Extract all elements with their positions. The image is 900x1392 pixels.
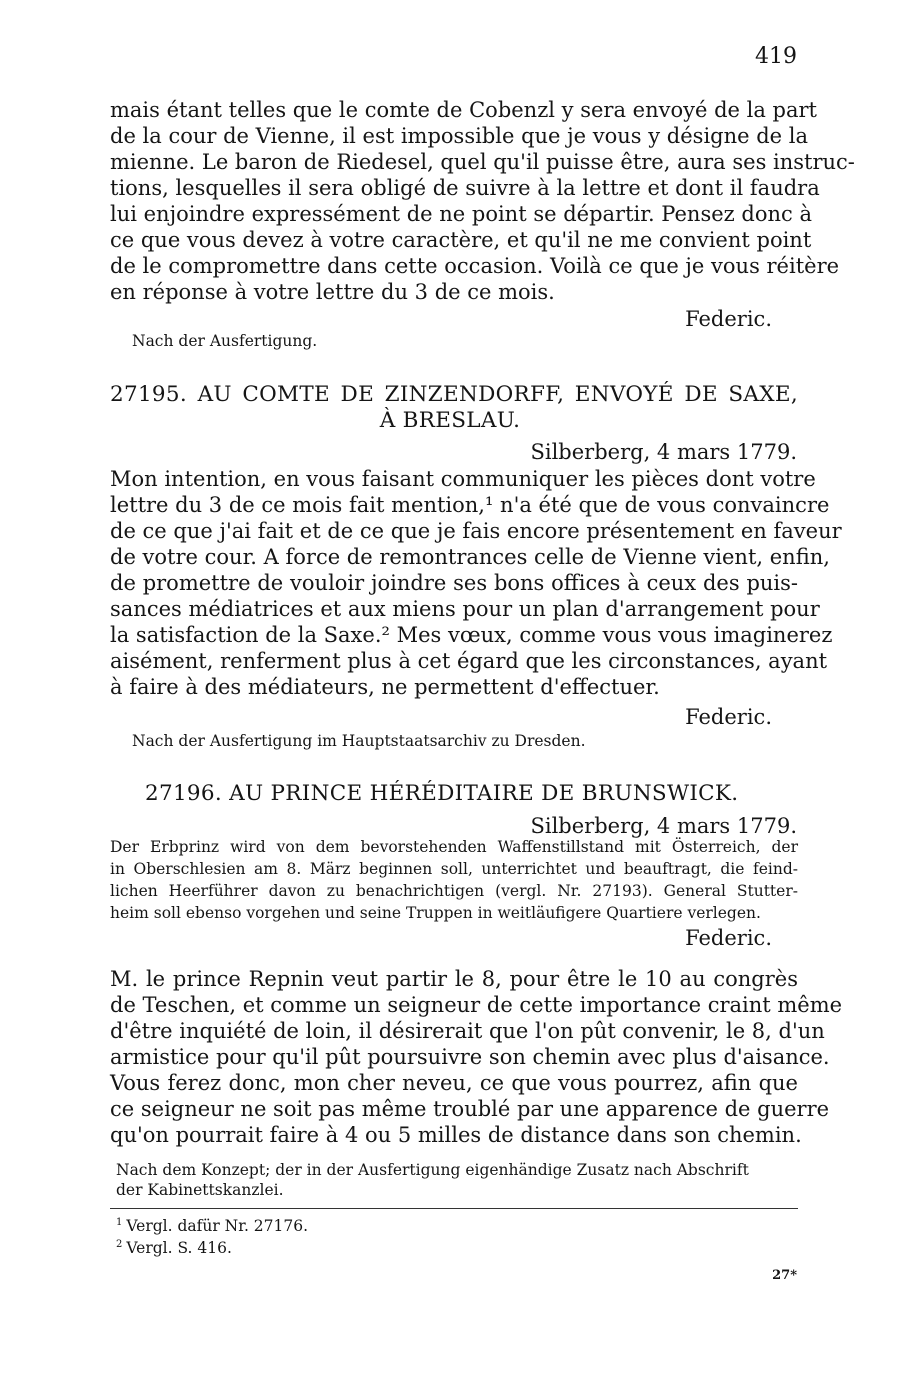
printer-signature-mark: 27* [772, 1268, 797, 1283]
body-line: de la cour de Vienne, il est impossible que je vous y désigne de la [110, 124, 809, 148]
summary-line: Der Erbprinz wird von dem bevorstehenden Waffenstillstand mit Österreich, der [110, 838, 798, 856]
footnote-rule [110, 1208, 798, 1209]
dateline: Silberberg, 4 mars 1779. [530, 814, 797, 838]
letter-heading: 27195. AU COMTE DE ZINZENDORFF, ENVOYÉ DE SAXE, [110, 382, 798, 407]
dateline: Silberberg, 4 mars 1779. [530, 440, 797, 464]
source-note: Nach dem Konzept; der in der Ausfertigung eigenhändige Zusatz nach Abschrift [116, 1161, 749, 1179]
body-line: armistice pour qu'il pût poursuivre son chemin avec plus d'aisance. [110, 1045, 830, 1069]
body-line: de le compromettre dans cette occasion. Voilà ce que je vous réitère [110, 254, 840, 278]
body-line: à faire à des médiateurs, ne permettent d'effectuer. [110, 675, 660, 699]
body-line: mais étant telles que le comte de Cobenzl y sera envoyé de la part [110, 98, 817, 122]
body-line: de Teschen, et comme un seigneur de cette importance craint même [110, 993, 843, 1017]
body-line: M. le prince Repnin veut partir le 8, pour être le 10 au congrès [110, 967, 798, 991]
source-note: der Kabinettskanzlei. [116, 1181, 284, 1199]
signature: Federic. [685, 307, 772, 331]
signature: Federic. [685, 926, 772, 950]
body-line: de promettre de vouloir joindre ses bons offices à ceux des puis- [110, 571, 798, 595]
body-line: lettre du 3 de ce mois fait mention,¹ n'a été que de vous convaincre [110, 493, 830, 517]
footnote-mark: 1 [116, 1217, 123, 1228]
footnote [116, 1234, 232, 1259]
summary-line: heim soll ebenso vorgehen und seine Truppen in weitläufigere Quartiere verlegen. [110, 904, 761, 922]
page-number: 419 [755, 44, 797, 69]
body-line: mienne. Le baron de Riedesel, quel qu'il puisse être, aura ses instruc- [110, 150, 855, 174]
footnote-mark: 2 [116, 1239, 123, 1250]
body-line: Mon intention, en vous faisant communiquer les pièces dont votre [110, 467, 816, 491]
source-note: Nach der Ausfertigung im Hauptstaatsarchiv zu Dresden. [132, 732, 586, 750]
body-line: sances médiatrices et aux miens pour un plan d'arrangement pour [110, 597, 820, 621]
source-note: Nach der Ausfertigung. [132, 332, 318, 350]
footnote-text: Vergl. dafür Nr. 27176. [126, 1217, 309, 1235]
body-line: qu'on pourrait faire à 4 ou 5 milles de distance dans son chemin. [110, 1123, 802, 1147]
body-line: ce seigneur ne soit pas même troublé par une apparence de guerre [110, 1097, 830, 1121]
body-line: lui enjoindre expressément de ne point se départir. Pensez donc à [110, 202, 812, 226]
body-line: d'être inquiété de loin, il désirerait que l'on pût convenir, le 8, d'un [110, 1019, 825, 1043]
signature: Federic. [685, 705, 772, 729]
body-line: de votre cour. A force de remontrances celle de Vienne vient, enfin, [110, 545, 830, 569]
summary-line: lichen Heerführer davon zu benachrichtigen (vergl. Nr. 27193). General Stutter- [110, 882, 798, 900]
body-line: de ce que j'ai fait et de ce que je fais encore présentement en faveur [110, 519, 842, 543]
letter-heading-continued: À BRESLAU. [379, 408, 521, 433]
body-line: la satisfaction de la Saxe.² Mes vœux, comme vous vous imaginerez [110, 623, 833, 647]
letter-heading: 27196. AU PRINCE HÉRÉDITAIRE DE BRUNSWICK. [145, 781, 739, 806]
body-line: ce que vous devez à votre caractère, et qu'il ne me convient point [110, 228, 812, 252]
body-line: Vous ferez donc, mon cher neveu, ce que vous pourrez, afin que [110, 1071, 798, 1095]
summary-line: in Oberschlesien am 8. März beginnen soll, unterrichtet und beauftragt, die feind- [110, 860, 798, 878]
footnote-text: Vergl. S. 416. [126, 1239, 232, 1257]
body-line: en réponse à votre lettre du 3 de ce mois. [110, 280, 555, 304]
body-line: aisément, renferment plus à cet égard que les circonstances, ayant [110, 649, 828, 673]
body-line: tions, lesquelles il sera obligé de suivre à la lettre et dont il faudra [110, 176, 820, 200]
